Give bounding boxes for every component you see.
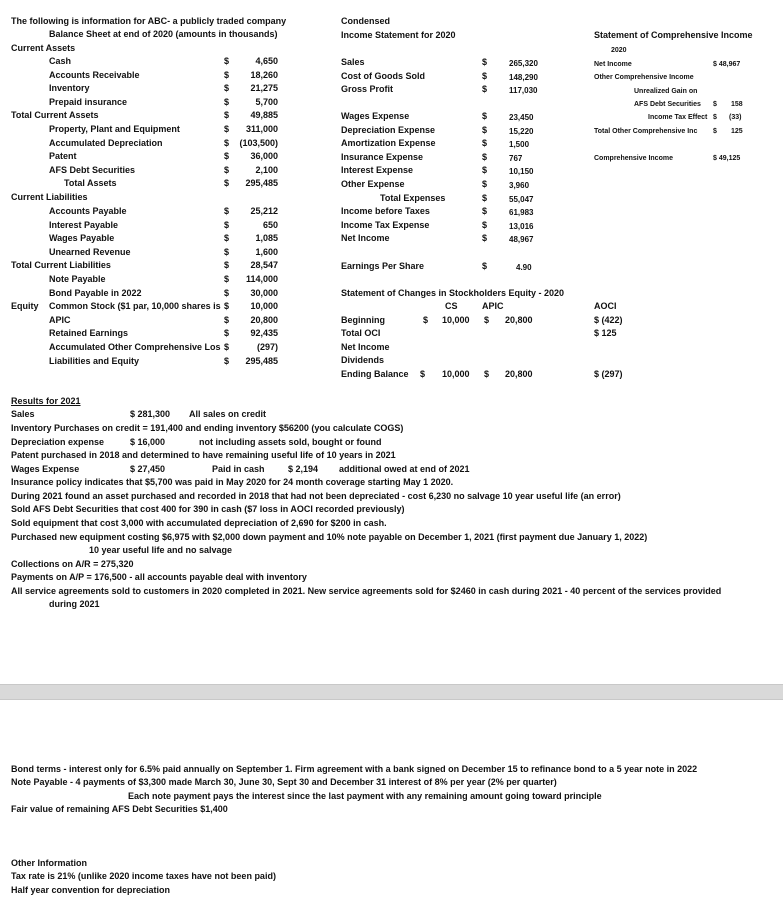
ci-tax-dollar: $	[713, 114, 717, 121]
balance-sheet-row-label: Accounts Payable	[49, 206, 127, 216]
results-equip-sold: Sold equipment that cost 3,000 with accumulated depreciation of 2,690 for $200 in cash.	[11, 518, 387, 528]
equity-beginning-cs: 10,000	[442, 315, 470, 325]
dollar-sign: $	[224, 206, 230, 216]
income-statement-row-label: Interest Expense	[341, 165, 414, 175]
dollar-sign: $	[224, 315, 230, 325]
dollar-sign: $	[224, 328, 230, 338]
balance-sheet-row-value: 1,600	[255, 247, 278, 257]
income-statement-row-value: 10,150	[509, 167, 534, 176]
results-payments: Payments on A/P = 176,500 - all accounts payable deal with inventory	[11, 572, 307, 582]
ci-tax-value: (33)	[729, 114, 742, 121]
dollar-sign: $	[482, 193, 488, 203]
results-dep-label: Depreciation expense	[11, 437, 105, 447]
income-statement-row-value: 767	[509, 154, 523, 163]
equity-col-apic: APIC	[482, 301, 504, 311]
income-statement-subtitle: Income Statement for 2020	[341, 30, 456, 40]
income-statement-row-label: Amortization Expense	[341, 138, 436, 148]
income-statement-row-value: 13,016	[509, 222, 534, 231]
dollar-sign: $	[224, 83, 230, 93]
equity-ending-label: Ending Balance	[341, 369, 409, 379]
dollar-sign: $	[482, 233, 488, 243]
results-new-equip-cont: 10 year useful life and no salvage	[89, 545, 233, 555]
comprehensive-title: Statement of Comprehensive Income	[594, 30, 753, 40]
income-statement-row-label: Income Tax Expense	[341, 220, 430, 230]
balance-sheet-row-label: Bond Payable in 2022	[49, 288, 142, 298]
ci-afs-dollar: $	[713, 101, 717, 108]
dollar-sign: $	[224, 70, 230, 80]
balance-sheet-row-label: Unearned Revenue	[49, 247, 131, 257]
balance-sheet-row-value: 28,547	[250, 260, 278, 270]
results-inventory: Inventory Purchases on credit = 191,400 and ending inventory $56200 (you calculate COGS)	[11, 423, 404, 433]
income-statement-row-value: 61,983	[509, 208, 534, 217]
dollar-sign: $	[482, 138, 488, 148]
dollar-sign: $	[224, 260, 230, 270]
equity-ending-cs: 10,000	[442, 369, 470, 379]
balance-sheet-row-label: Prepaid insurance	[49, 97, 128, 107]
dollar-sign: $	[224, 288, 230, 298]
current-assets-heading: Current Assets	[11, 43, 76, 53]
results-new-equip: Purchased new equipment costing $6,975 with $2,000 down payment and 10% note payable on December 1, 2021 (first payment due January 1, 2022)	[11, 532, 648, 542]
results-wages-owed-note: additional owed at end of 2021	[339, 464, 470, 474]
balance-sheet-row-value: 295,485	[245, 356, 278, 366]
equity-ending-aoci: $ (297)	[594, 369, 623, 379]
balance-sheet-row-value: (103,500)	[239, 138, 278, 148]
eps-value: 4.90	[516, 263, 532, 272]
balance-sheet-row-value: 21,275	[250, 83, 278, 93]
income-statement-row-value: 55,047	[509, 195, 534, 204]
dollar-sign: $	[224, 356, 230, 366]
balance-sheet-row-value: (297)	[256, 342, 278, 352]
equity-total-oci-aoci: $ 125	[594, 328, 617, 338]
results-insurance: Insurance policy indicates that $5,700 was paid in May 2020 for 24 month coverage starting May 1 2020.	[11, 477, 454, 487]
equity-net-income-label: Net Income	[341, 342, 390, 352]
balance-sheet-row-label: Cash	[49, 56, 72, 66]
balance-sheet-row-value: 36,000	[250, 151, 278, 161]
balance-sheet-row-label: Patent	[49, 151, 77, 161]
ci-comprehensive-label: Comprehensive Income	[594, 155, 673, 162]
ci-total-oci-dollar: $	[713, 128, 717, 135]
balance-sheet-subtitle: Balance Sheet at end of 2020 (amounts in thousands)	[49, 29, 278, 39]
results-service: All service agreements sold to customers in 2020 completed in 2021. New service agreements sold for $2460 in cash during 2021 - 40 percent of the services provided	[11, 586, 722, 596]
balance-sheet-row-label: Accumulated Other Comprehensive Los	[49, 342, 221, 352]
eps-label: Earnings Per Share	[341, 261, 425, 271]
dollar-sign: $	[482, 71, 488, 81]
ci-unrealized-label: Unrealized Gain on	[634, 88, 698, 95]
equity-dividends-label: Dividends	[341, 355, 385, 365]
balance-sheet-row-label: Total Current Liabilities	[11, 260, 111, 270]
balance-sheet-row-value: 2,100	[255, 165, 278, 175]
balance-sheet-row-value: 30,000	[250, 288, 278, 298]
balance-sheet-row-label: Interest Payable	[49, 220, 119, 230]
balance-sheet-row-value: 20,800	[250, 315, 278, 325]
ci-tax-label: Income Tax Effect	[648, 114, 708, 121]
equity-beginning-cs-dollar: $	[423, 315, 429, 325]
income-statement-row-label: Sales	[341, 57, 365, 67]
income-statement-row-label: Income before Taxes	[341, 206, 430, 216]
balance-sheet-row-label: Total Assets	[64, 178, 117, 188]
balance-sheet-row-value: 5,700	[255, 97, 278, 107]
ci-net-income-label: Net Income	[594, 61, 632, 68]
ci-total-oci-label: Total Other Comprehensive Inc	[594, 128, 698, 135]
other-info-convention: Half year convention for depreciation	[11, 885, 171, 895]
income-statement-row-value: 265,320	[509, 59, 538, 68]
balance-sheet-row-value: 92,435	[250, 328, 278, 338]
equity-heading: Equity	[11, 301, 39, 311]
dollar-sign: $	[224, 124, 230, 134]
balance-sheet-row-label: APIC	[49, 315, 71, 325]
comprehensive-year: 2020	[611, 47, 627, 54]
eps-dollar: $	[482, 261, 488, 271]
equity-ending-apic-dollar: $	[484, 369, 490, 379]
equity-beginning-apic: 20,800	[505, 315, 533, 325]
income-statement-row-label: Wages Expense	[341, 111, 410, 121]
results-wages-value: $ 27,450	[130, 464, 166, 474]
note-payment-terms: Each note payment pays the interest since the last payment with any remaining amount going toward principle	[128, 791, 602, 801]
balance-sheet-row-value: 4,650	[255, 56, 278, 66]
balance-sheet-row-value: 18,260	[250, 70, 278, 80]
dollar-sign: $	[224, 110, 230, 120]
results-wages-label: Wages Expense	[11, 464, 80, 474]
balance-sheet-row-value: 295,485	[245, 178, 278, 188]
income-statement-row-value: 117,030	[509, 86, 538, 95]
balance-sheet-row-label: Total Current Assets	[11, 110, 99, 120]
balance-sheet-title: The following is information for ABC- a publicly traded company	[11, 16, 287, 26]
dollar-sign: $	[224, 220, 230, 230]
balance-sheet-row-value: 114,000	[245, 274, 278, 284]
dollar-sign: $	[224, 247, 230, 257]
dollar-sign: $	[224, 56, 230, 66]
income-statement-row-label: Total Expenses	[380, 193, 446, 203]
equity-beginning-apic-dollar: $	[484, 315, 490, 325]
afs-fair-value: Fair value of remaining AFS Debt Securities $1,400	[11, 804, 228, 814]
results-sales-label: Sales	[11, 409, 35, 419]
income-statement-row-value: 1,500	[509, 140, 530, 149]
balance-sheet-row-label: Accounts Receivable	[49, 70, 140, 80]
equity-beginning-label: Beginning	[341, 315, 385, 325]
page-separator	[0, 684, 783, 700]
dollar-sign: $	[224, 97, 230, 107]
ci-total-oci-value: 125	[731, 128, 743, 135]
dollar-sign: $	[224, 178, 230, 188]
results-service-cont: during 2021	[49, 599, 100, 609]
dollar-sign: $	[224, 151, 230, 161]
balance-sheet-row-value: 1,085	[255, 233, 278, 243]
income-statement-row-value: 148,290	[509, 73, 538, 82]
results-dep-note: not including assets sold, bought or found	[199, 437, 382, 447]
dollar-sign: $	[224, 233, 230, 243]
ci-afs-label: AFS Debt Securities	[634, 101, 701, 108]
ci-afs-value: 158	[731, 101, 743, 108]
current-liabilities-heading: Current Liabilities	[11, 192, 88, 202]
balance-sheet-row-label: AFS Debt Securities	[49, 165, 136, 175]
balance-sheet-row-value: 311,000	[245, 124, 278, 134]
ci-oci-label: Other Comprehensive Income	[594, 74, 694, 81]
results-collections: Collections on A/R = 275,320	[11, 559, 134, 569]
results-wages-owed-value: $ 2,194	[288, 464, 319, 474]
results-sales-note: All sales on credit	[189, 409, 267, 419]
balance-sheet-row-label: Retained Earnings	[49, 328, 129, 338]
results-patent: Patent purchased in 2018 and determined to have remaining useful life of 10 years in 2021	[11, 450, 396, 460]
results-sales-value: $ 281,300	[130, 409, 171, 419]
balance-sheet-row-value: 650	[262, 220, 278, 230]
equity-total-oci-label: Total OCI	[341, 328, 381, 338]
bond-terms: Bond terms - interest only for 6.5% paid annually on September 1. Firm agreement with a bank signed on December 15 to refinance bond to a 5 year note in 2022	[11, 764, 698, 774]
note-payable-terms: Note Payable - 4 payments of $3,300 made March 30, June 30, Sept 30 and December 31 interest of 8% per year (2% per quarter)	[11, 777, 557, 787]
income-statement-row-value: 48,967	[509, 235, 534, 244]
results-dep-value: $ 16,000	[130, 437, 166, 447]
results-found-asset: During 2021 found an asset purchased and recorded in 2018 that had not been depreciated - cost 6,230 no salvage 10 year useful life (an error)	[11, 491, 621, 501]
dollar-sign: $	[482, 206, 488, 216]
dollar-sign: $	[224, 274, 230, 284]
income-statement-row-label: Gross Profit	[341, 84, 394, 94]
balance-sheet-row-label: Wages Payable	[49, 233, 115, 243]
balance-sheet-row-label: Accumulated Depreciation	[49, 138, 163, 148]
dollar-sign: $	[482, 125, 488, 135]
equity-ending-apic: 20,800	[505, 369, 533, 379]
dollar-sign: $	[224, 342, 230, 352]
ci-comprehensive-value: $ 49,125	[713, 155, 741, 162]
income-statement-row-value: 3,960	[509, 181, 530, 190]
other-info-tax: Tax rate is 21% (unlike 2020 income taxes have not been paid)	[11, 871, 276, 881]
dollar-sign: $	[482, 220, 488, 230]
income-statement-row-label: Other Expense	[341, 179, 405, 189]
ci-net-income-value: $ 48,967	[713, 61, 741, 68]
income-statement-row-label: Depreciation Expense	[341, 125, 436, 135]
other-info-heading: Other Information	[11, 858, 87, 868]
balance-sheet-row-label: Property, Plant and Equipment	[49, 124, 180, 134]
balance-sheet-row-label: Note Payable	[49, 274, 106, 284]
balance-sheet-row-label: Inventory	[49, 83, 90, 93]
balance-sheet-row-value: 49,885	[250, 110, 278, 120]
income-statement-row-value: 15,220	[509, 127, 534, 136]
equity-col-cs: CS	[445, 301, 458, 311]
balance-sheet-row-value: 25,212	[250, 206, 278, 216]
equity-changes-title: Statement of Changes in Stockholders Equity - 2020	[341, 288, 565, 298]
dollar-sign: $	[224, 301, 230, 311]
dollar-sign: $	[482, 165, 488, 175]
balance-sheet-row-label: Liabilities and Equity	[49, 356, 140, 366]
dollar-sign: $	[482, 152, 488, 162]
dollar-sign: $	[482, 84, 488, 94]
dollar-sign: $	[224, 138, 230, 148]
dollar-sign: $	[482, 179, 488, 189]
balance-sheet-row-label: Common Stock ($1 par, 10,000 shares is	[49, 301, 221, 311]
dollar-sign: $	[482, 111, 488, 121]
dollar-sign: $	[482, 57, 488, 67]
equity-col-aoci: AOCI	[594, 301, 617, 311]
income-statement-row-label: Cost of Goods Sold	[341, 71, 425, 81]
income-statement-title: Condensed	[341, 16, 391, 26]
results-wages-note: Paid in cash	[212, 464, 265, 474]
income-statement-row-value: 23,450	[509, 113, 534, 122]
dollar-sign: $	[224, 165, 230, 175]
equity-beginning-aoci: $ (422)	[594, 315, 623, 325]
results-heading: Results for 2021	[11, 396, 81, 406]
balance-sheet-row-value: 10,000	[250, 301, 278, 311]
income-statement-row-label: Insurance Expense	[341, 152, 424, 162]
income-statement-row-label: Net Income	[341, 233, 390, 243]
results-afs-sold: Sold AFS Debt Securities that cost 400 for 390 in cash ($7 loss in AOCI recorded previously)	[11, 504, 405, 514]
equity-ending-cs-dollar: $	[420, 369, 426, 379]
